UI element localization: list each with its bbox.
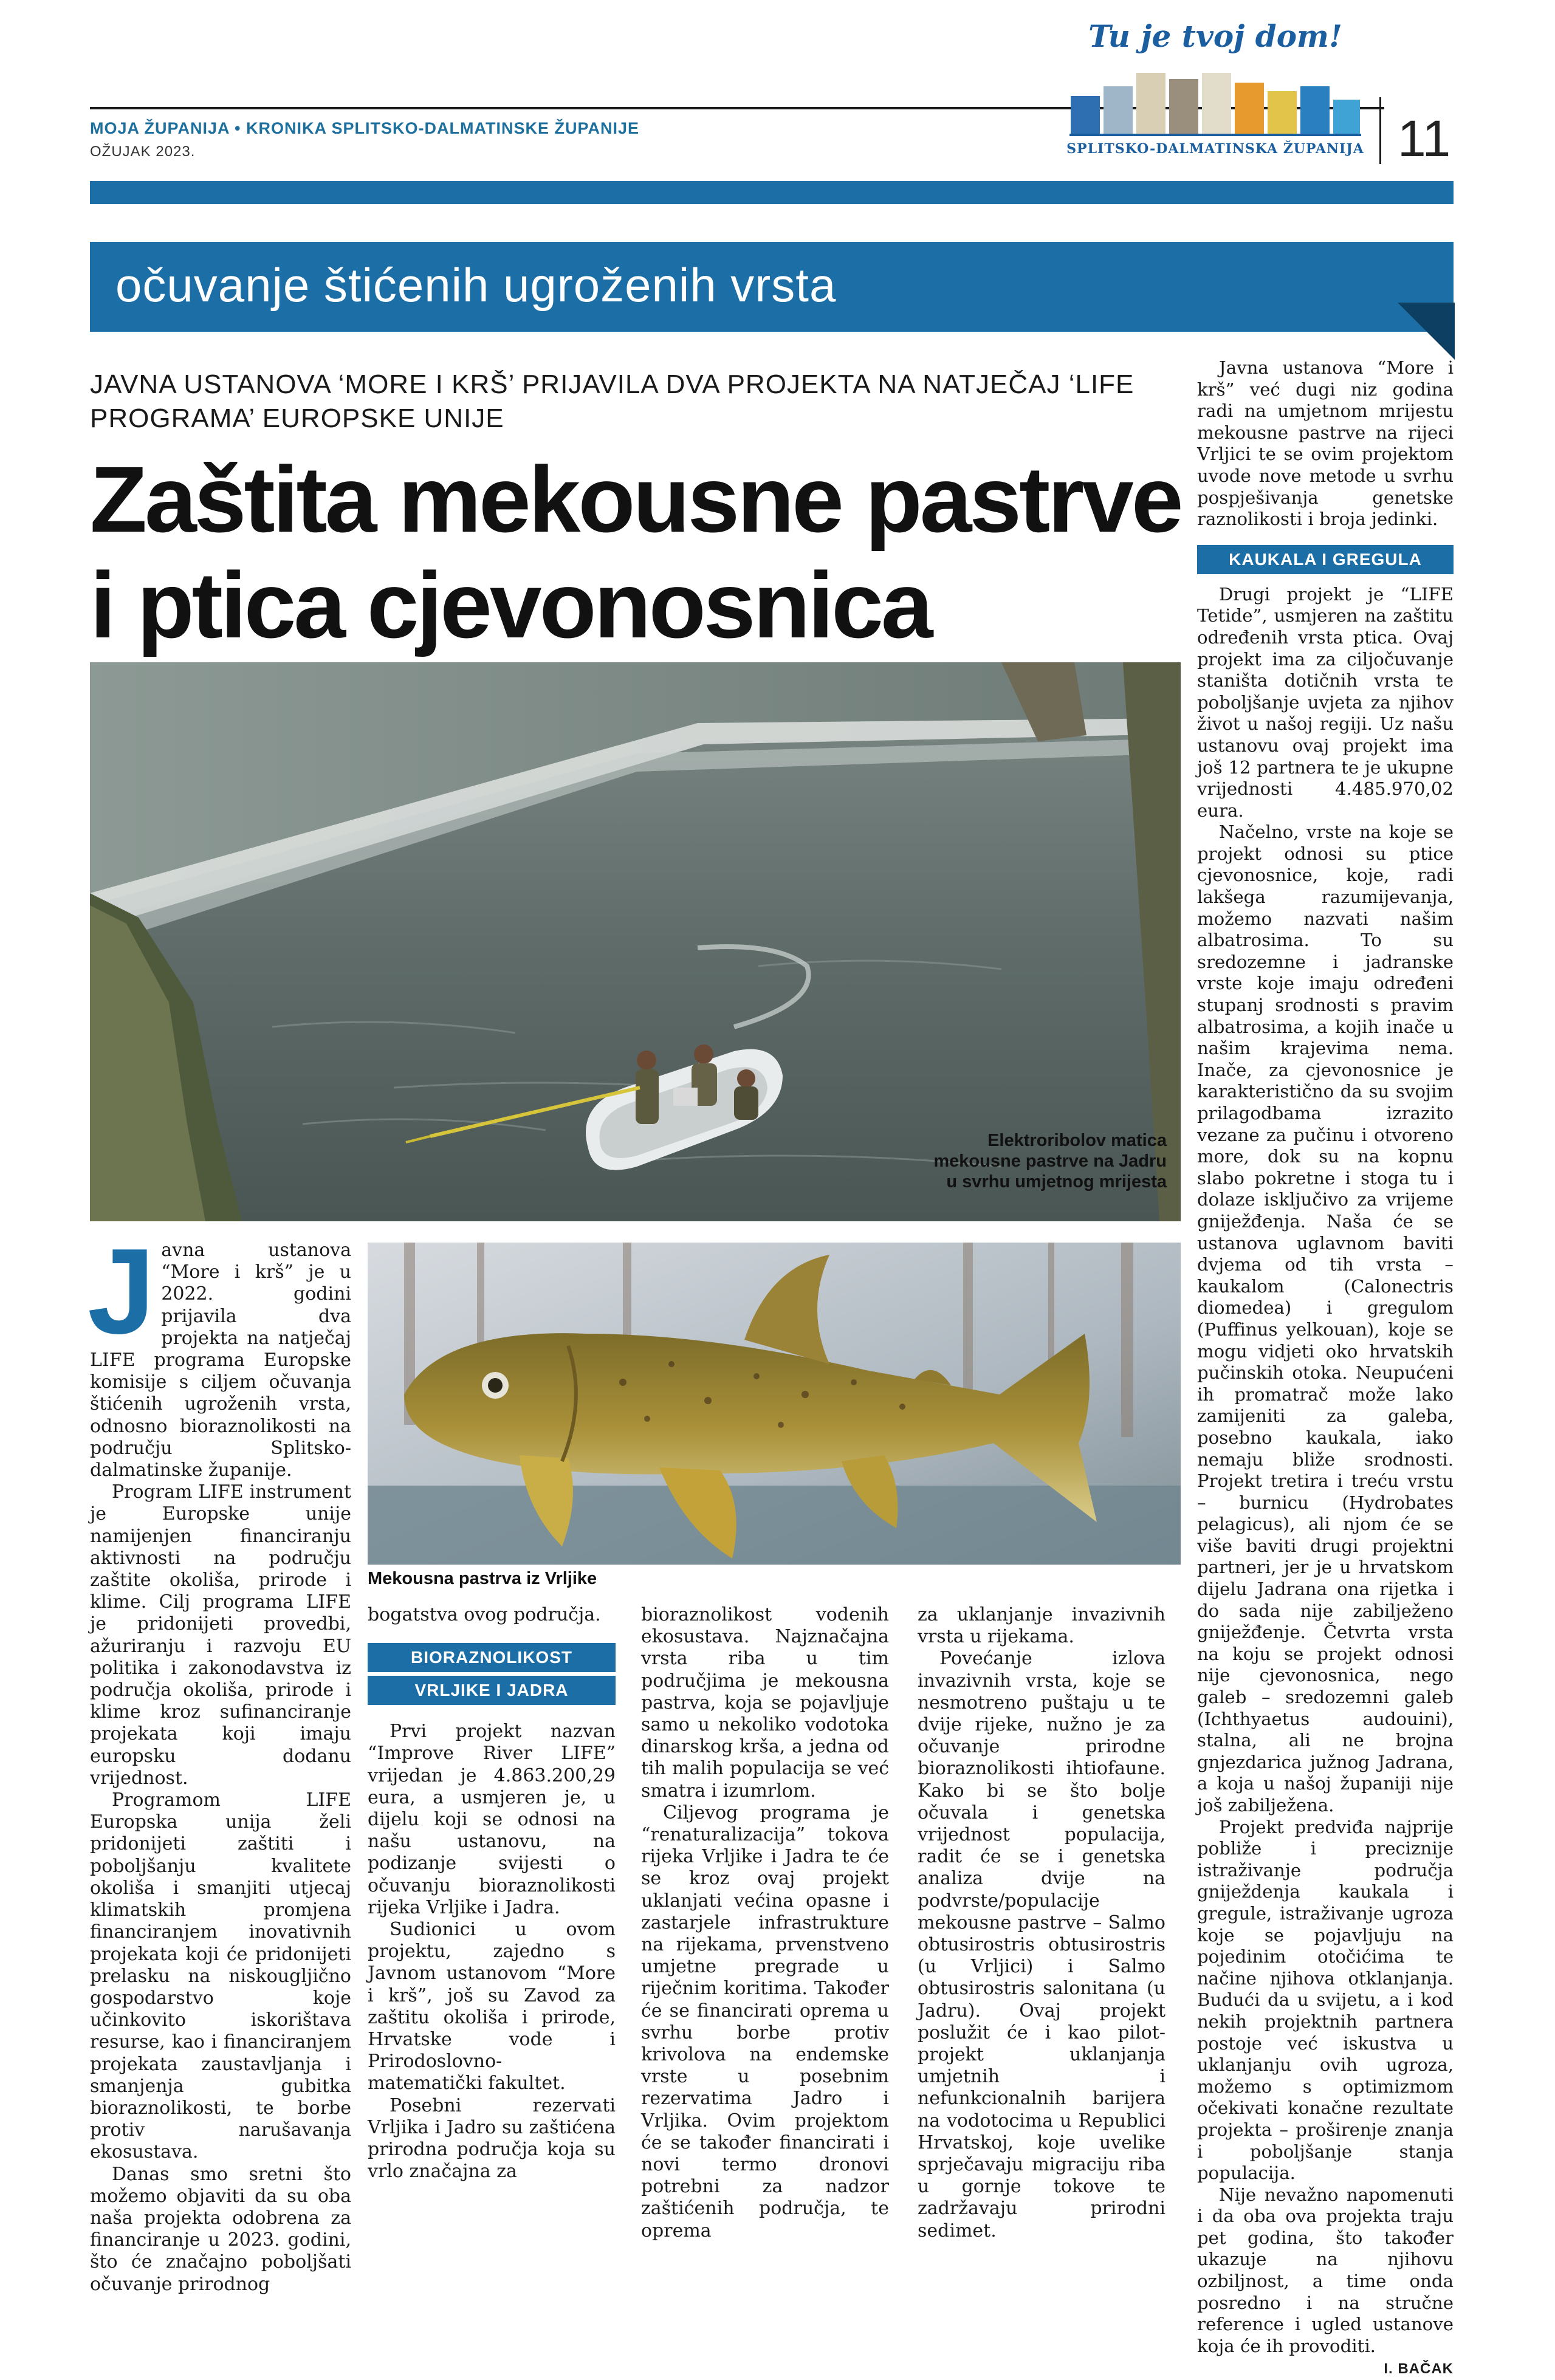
logo-tagline: Tu je tvoj dom! — [1088, 18, 1342, 54]
col5-paragraph-4: Projekt predviđa najprije pobliže i preciznije istraživanje područja gniježdenja kaukala i gregule, istraživanje ugroza koje se pojavljuju na pojedinim otočićima te načine njihova otklanjanja. Budući da u svijetu, a i kod nekih projektnih partnera postoje već iskustva u uklanjanju ovih ugroza, možemo s optimizmom očekivati konačne rezultate projekta – proširenje znanja i poboljšanje stanja populacija. — [1197, 1816, 1454, 2184]
header-divider — [1379, 97, 1381, 164]
county-logo — [1057, 18, 1373, 164]
article-column-1 — [88, 1224, 351, 2296]
headline-line-2: i ptica cjevonosnica — [90, 553, 931, 657]
article-column-5 — [1197, 357, 1454, 2380]
article-column-4 — [918, 1604, 1165, 2242]
boat-caption-line-3: u svrhu umjetnog mrijesta — [946, 1172, 1167, 1192]
article-column-2 — [368, 1604, 616, 2183]
subhead-kaukala-gregula: KAUKALA I GREGULA — [1197, 545, 1454, 574]
headline-line-1: Zaštita mekousne pastrve — [90, 447, 1181, 552]
author-name: I. BAČAK — [1384, 2361, 1454, 2378]
subhead-vrljike-jadra: VRLJIKE I JADRA — [368, 1676, 616, 1705]
col5-paragraph-1: Javna ustanova “More i krš” već dugi niz godina radi na umjetnom mrijestu mekousne pastrve na rijeci Vrljici te se ovim projektom uvode nove metode u svrhu pospješivanja genetske raznolikosti i broja jedinki. — [1197, 357, 1454, 530]
col1-paragraph-4: Danas smo sretni što možemo objaviti da su oba naša projekta odobrena za financiranje u 2023. godini, što će značajno poboljšati očuvanje prirodnog — [90, 2163, 351, 2295]
header-section: MOJA ŽUPANIJA • KRONIKA SPLITSKO-DALMATINSKE ŽUPANIJE — [90, 119, 639, 137]
col1-paragraph-2: Program LIFE instrument je Europske unije namijenjen financiranju aktivnosti na području zaštite okoliša, prirode i klime. Cilj programa LIFE je pridonijeti provedbi, ažuriranju i razvoju EU politika i zakonodavstva iz područja okoliša, prirode i klime kroz sufinanciranje projekata koji imaju europsku dodanu vrijednost. — [90, 1481, 351, 1789]
col5-paragraph-3: Načelno, vrste na koje se projekt odnosi su ptice cjevonosnice, koje, radi lakšega razumijevanja, možemo nazvati našim albatrosima. To su sredozemne i jadranske vrste koje imaju određeni stupanj srodnosti s pravim albatrosima, a kojih inače u našim krajevima nema. Inače, za cjevonosnice je karakteristično da su svojim prilagodbama izrazito vezane za pučinu i otvoreno more, dok su na kopnu slabo pokretne i stoga tu i dolaze isključivo za vrijeme gniježđenja. Naša će se ustanova uglavnom baviti dvjema od tih vrsta – kaukalom (Calonectris diomedea) i gregulom (Puffinus yelkouan), koje se mogu vidjeti oko hrvatskih pučinskih otoka. Neupućeni ih promatrač može lako zamijeniti za galeba, posebno kaukala, iako nemaju bliže srodnosti. Projekt tretira i treću vrstu – burnicu (Hydrobates pelagicus), ali njom će se više baviti drugi projektni partneri, jer je u hrvatskom dijelu Jadrana ona rijetka i do sada nije zabilježeno gniježđenje. Četvrta vrsta na koju se projekt odnosi nije cjevonosnica, nego galeb – sredozemni galeb (Ichthyaetus audouini), stalna, ali ne brojna gnjezdarica južnog Jadrana, a koja u našoj županiji nije još zabilježena. — [1197, 821, 1454, 1816]
col5-paragraph-5: Nije nevažno napomenuti i da oba ova projekta traju pet godina, što također ukazuje na njihovu ozbiljnost, a time onda posredno i na stručne reference i ugled ustanove koja će ih provoditi. — [1197, 2184, 1454, 2356]
boat-caption-line-2: mekousne pastrve na Jadru — [933, 1151, 1167, 1171]
logo-bars-graphic — [1069, 73, 1361, 146]
drop-cap: J — [88, 1224, 156, 1359]
col2-paragraph-2: Prvi projekt nazvan “Improve River LIFE” vrijedan je 4.863.200,29 eura, a usmjeren je, u dijelu koji se odnosi na našu ustanovu, na podizanje svijesti o očuvanju bioraznolikosti rijeka Vrljike i Jadra. — [368, 1721, 616, 1918]
logo-name: SPLITSKO-DALMATINSKA ŽUPANIJA — [1066, 141, 1364, 157]
article-headline — [90, 447, 1184, 658]
header-date: OŽUJAK 2023. — [90, 143, 196, 160]
col4-paragraph-1: za uklanjanje invazivnih vrsta u rijekama. — [918, 1604, 1165, 1648]
col5-paragraph-2: Drugi projekt je “LIFE Tetide”, usmjeren na zaštitu određenih vrsta ptica. Ovaj projekt ima za ciljočuvanje staništa dotičnih vrsta te poboljšanje uvjeta za njihov život u našoj regiji. Uz našu ustanovu ovaj projekt ima još 12 partnera te je ukupne vrijednosti 4.485.970,02 eura. — [1197, 583, 1454, 821]
trout-photo-caption: Mekousna pastrva iz Vrljike — [368, 1569, 597, 1588]
author-line — [1197, 2357, 1454, 2380]
col2-paragraph-3: Sudionici u ovom projektu, zajedno s Javnom ustanovom “More i krš”, još su Zavod za zaštitu okoliša i prirode, Hrvatske vode i Prirodoslovno-matematički fakultet. — [368, 1919, 616, 2094]
trout-photo-illustration — [368, 1243, 1181, 1565]
col1-paragraph-1: avna ustanova “More i krš” je u 2022. godini prijavila dva projekta na natječaj LIFE programa Europske komisije s ciljem očuvanja štićenih ugroženih vrsta, odnosno bioraznolikosti na području Splitsko-dalmatinske županije. — [90, 1240, 351, 1481]
col4-paragraph-2: Povećanje izlova invazivnih vrsta, koje se nesmotreno puštaju u te dvije rijeke, nužno je za očuvanje prirodne bioraznolikosti ihtiofaune. Kako bi se što bolje očuvala i genetska vrijednost populacija, radit će se i genetska analiza dvije na podvrste/populacije mekousne pastrve – Salmo obtusirostris obtusirostris (u Vrljici) i Salmo obtusirostris salonitana (u Jadru). Ovaj projekt poslužit će i kao pilot-projekt uklanjanja umjetnih i nefunkcionalnih barijera na vodotocima u Republici Hrvatskoj, koje uvelike sprječavaju migraciju riba u gornje tokove te zadržavaju prirodni sedimet. — [918, 1648, 1165, 2241]
col2-paragraph-1: bogatstva ovog područja. — [368, 1604, 601, 1625]
col3-paragraph-2: Ciljevog programa je “renaturalizacija” tokova rijeka Vrljike i Jadra te će se kroz ovaj projekt uklanjati većina opasne i zastarjele infrastrukture na rijekama, prvenstveno umjetne pregrade u riječnim koritima. Također će se financirati oprema u svrhu borbe protiv krivolova na endemske vrste u posebnim rezervatima Jadro i Vrljika. Ovim projektom će se također financirati i novi termo dronovi potrebni za nadzor zaštićenih područja, te oprema — [641, 1802, 889, 2241]
article-kicker: JAVNA USTANOVA ‘MORE I KRŠ’ PRIJAVILA DVA PROJEKTA NA NATJEČAJ ‘LIFE PROGRAMA’ EUROPSKE UNIJE — [90, 369, 1134, 433]
boat-caption-line-1: Elektroribolov matica — [987, 1131, 1167, 1150]
trout-photo — [368, 1243, 1181, 1565]
col1-paragraph-3: Programom LIFE Europska unija želi pridonijeti zaštiti i poboljšanju kvalitete okoliša i smanjiti utjecaj klimatskih promjena financiranjem inovativnih projekata koji će pridonijeti prelasku na niskougljično gospodarstvo koje učinkovito iskorištava resurse, kao i financiranjem projekata zaustavljanja i smanjenja gubitka bioraznolikosti, te borbe protiv narušavanja ekosustava. — [90, 1789, 351, 2163]
banner-fold-corner — [1398, 303, 1455, 360]
page-number: 11 — [1398, 110, 1451, 167]
section-banner-title: očuvanje štićenih ugroženih vrsta — [115, 258, 837, 312]
header-blue-band — [90, 181, 1454, 204]
subhead-bioraznolikost: BIORAZNOLIKOST — [368, 1643, 616, 1672]
col3-paragraph-1: bioraznolikost vodenih ekosustava. Najznačajna vrsta riba u tim područjima je mekousna pastrva, koja se pojavljuje samo u nekoliko vodotoka dinarskog krša, a jedna od tih malih populacija se već smatra i izumrlom. — [641, 1604, 889, 1802]
col2-paragraph-4: Posebni rezervati Vrljika i Jadro su zaštićena prirodna područja koja su vrlo značajna za — [368, 2094, 616, 2183]
article-column-3 — [641, 1604, 889, 2242]
boat-photo-caption — [875, 1130, 1167, 1192]
